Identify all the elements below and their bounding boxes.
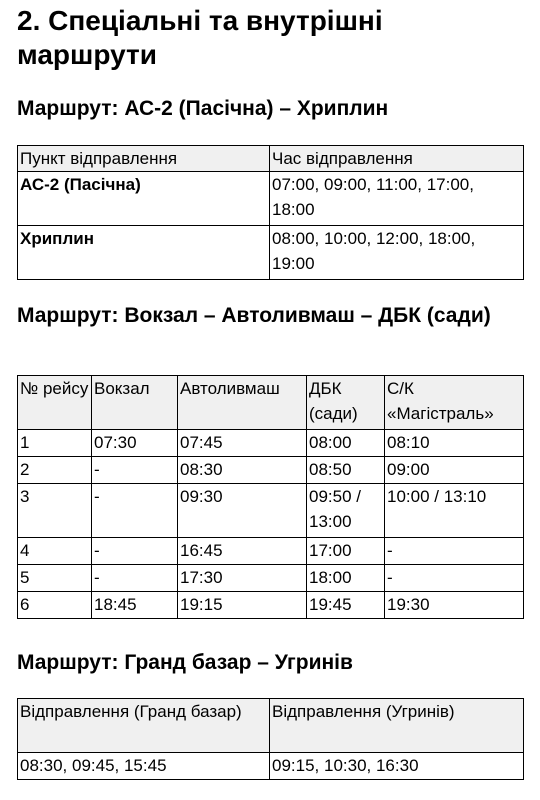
column-header: ДБК (сади) — [307, 376, 385, 430]
table-cell: 4 — [18, 538, 92, 565]
route2-heading: Маршрут: Вокзал – Автоливмаш – ДБК (сади) — [17, 304, 491, 327]
column-header: Автоливмаш — [178, 376, 307, 430]
table-cell: 3 — [18, 484, 92, 538]
table-cell: - — [92, 457, 178, 484]
table-cell: 07:45 — [178, 430, 307, 457]
table-cell: 6 — [18, 592, 92, 619]
column-header: Вокзал — [92, 376, 178, 430]
route1-table — [17, 145, 524, 280]
column-header: Відправлення (Гранд базар) — [18, 699, 270, 753]
table-row — [18, 538, 524, 565]
table-row — [18, 565, 524, 592]
table-cell: 09:15, 10:30, 16:30 — [270, 753, 524, 780]
column-header: Відправлення (Угринів) — [270, 699, 524, 753]
table-cell: 5 — [18, 565, 92, 592]
table-cell: 19:45 — [307, 592, 385, 619]
table-row — [18, 592, 524, 619]
table-cell: - — [92, 484, 178, 538]
column-header: Час відправлення — [270, 146, 524, 172]
table-cell: 08:30, 09:45, 15:45 — [18, 753, 270, 780]
table-cell: - — [92, 565, 178, 592]
table-cell: 08:30 — [178, 457, 307, 484]
table-row — [18, 226, 524, 280]
table-cell: - — [385, 538, 524, 565]
table-cell: 18:00 — [307, 565, 385, 592]
table-cell: 07:30 — [92, 430, 178, 457]
table-cell: 09:00 — [385, 457, 524, 484]
table-row — [18, 457, 524, 484]
table-cell: 08:50 — [307, 457, 385, 484]
table-cell: 16:45 — [178, 538, 307, 565]
table-cell: 18:45 — [92, 592, 178, 619]
table-row — [18, 430, 524, 457]
table-row — [18, 172, 524, 226]
table-header-row — [18, 699, 524, 753]
column-header: С/К «Магістраль» — [385, 376, 524, 430]
route2-table — [17, 375, 524, 619]
route3-heading: Маршрут: Гранд базар – Угринів — [17, 651, 353, 674]
table-cell: 09:30 — [178, 484, 307, 538]
table-cell: Хриплин — [18, 226, 270, 280]
table-cell: 1 — [18, 430, 92, 457]
table-cell: - — [92, 538, 178, 565]
column-header: Пункт відправлення — [18, 146, 270, 172]
table-cell: 19:15 — [178, 592, 307, 619]
table-cell: 17:00 — [307, 538, 385, 565]
route1-heading: Маршрут: АС-2 (Пасічна) – Хриплин — [17, 97, 389, 120]
table-cell: 08:00 — [307, 430, 385, 457]
table-header-row — [18, 376, 524, 430]
column-header: № рейсу — [18, 376, 92, 430]
table-cell: 08:10 — [385, 430, 524, 457]
table-cell: 09:50 / 13:00 — [307, 484, 385, 538]
table-cell: 19:30 — [385, 592, 524, 619]
table-cell: 08:00, 10:00, 12:00, 18:00, 19:00 — [270, 226, 524, 280]
table-cell: - — [385, 565, 524, 592]
table-row — [18, 753, 524, 780]
table-header-row — [18, 146, 524, 172]
table-cell: 17:30 — [178, 565, 307, 592]
table-cell: 07:00, 09:00, 11:00, 17:00, 18:00 — [270, 172, 524, 226]
table-cell: АС-2 (Пасічна) — [18, 172, 270, 226]
page-title: 2. Спеціальні та внутрішні маршрути — [17, 5, 383, 70]
table-row — [18, 484, 524, 538]
route3-table — [17, 698, 524, 780]
table-cell: 10:00 / 13:10 — [385, 484, 524, 538]
table-cell: 2 — [18, 457, 92, 484]
